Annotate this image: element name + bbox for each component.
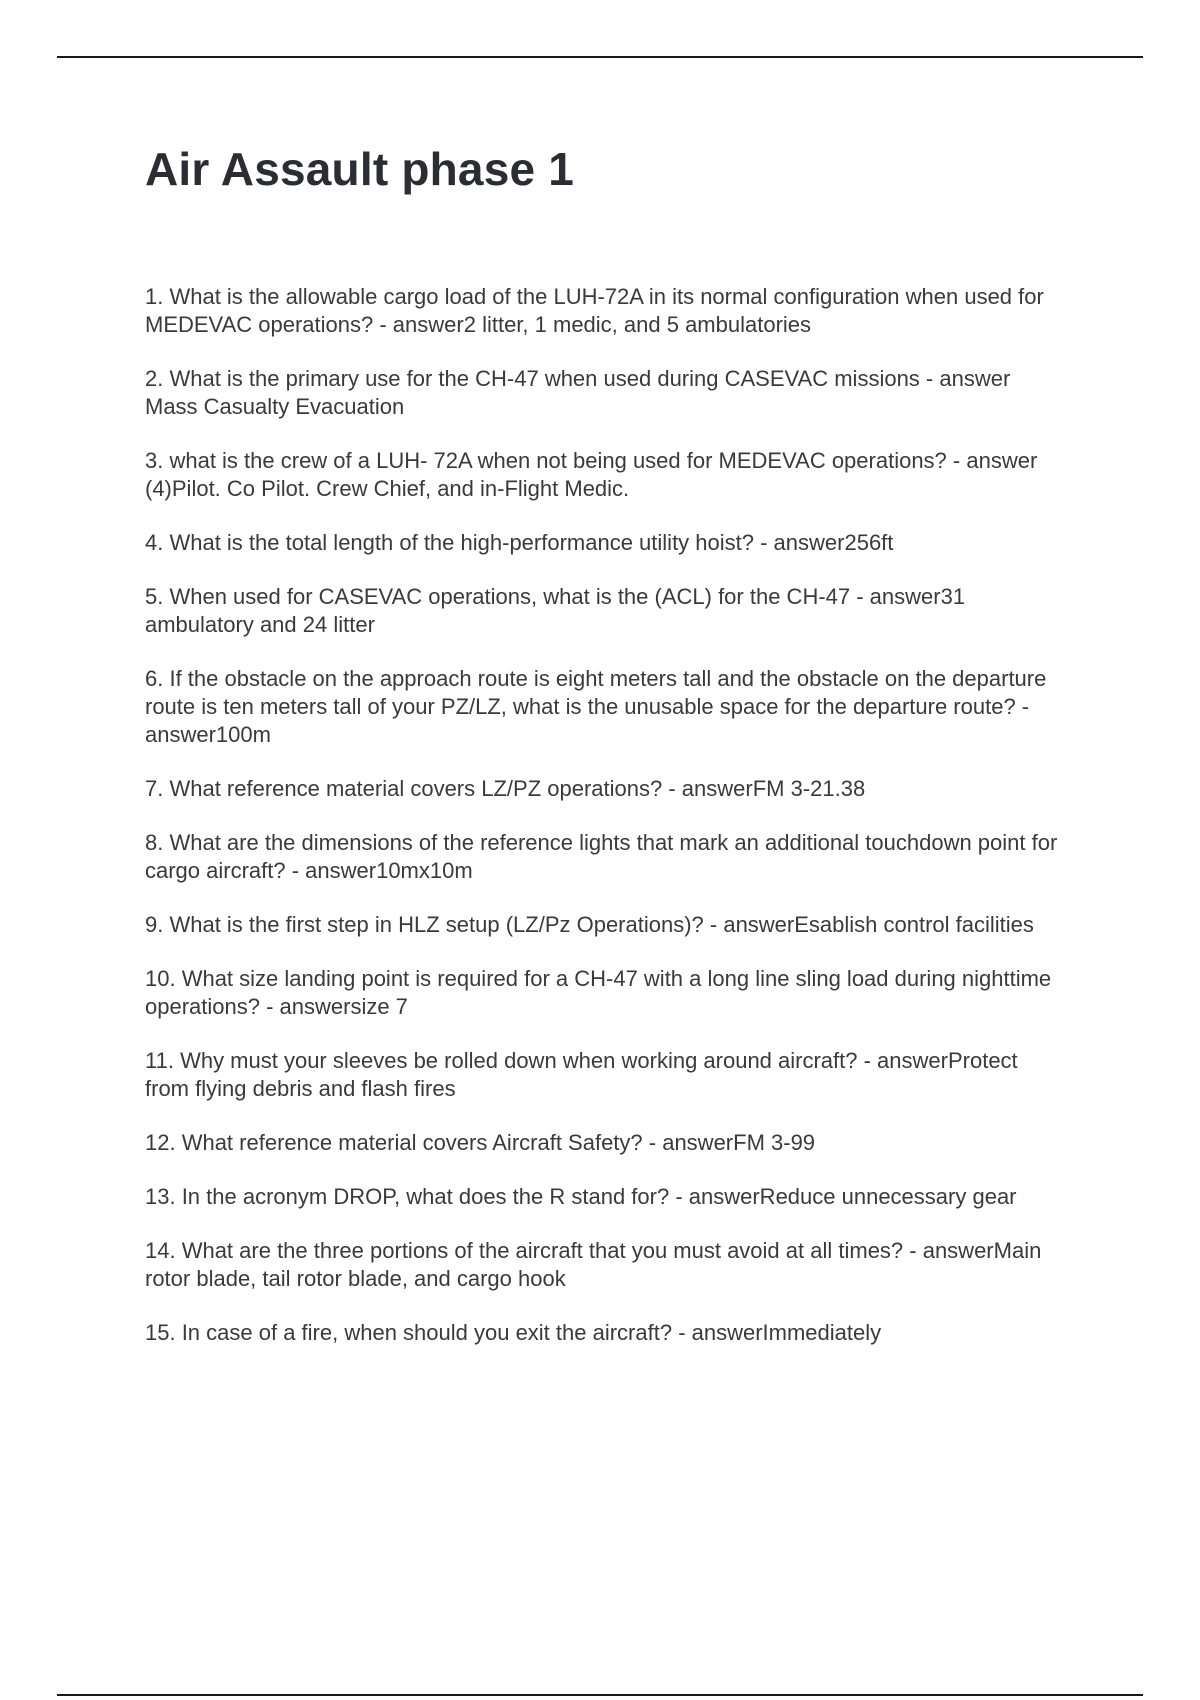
qa-item-13: 13. In the acronym DROP, what does the R stand for? - answerReduce unnecessary gear — [145, 1184, 1017, 1209]
qa-item-14: 14. What are the three portions of the aircraft that you must avoid at all times? - answerMain rotor blade, tail rotor blade, and cargo hook — [145, 1238, 1042, 1291]
question-answer-list — [145, 283, 1065, 1373]
qa-item-9: 9. What is the first step in HLZ setup (LZ/Pz Operations)? - answerEsablish control facilities — [145, 912, 1034, 937]
bottom-rule — [57, 1694, 1143, 1696]
qa-item-3: 3. what is the crew of a LUH- 72A when not being used for MEDEVAC operations? - answer (4)Pilot. Co Pilot. Crew Chief, and in-Flight Medic. — [145, 448, 1038, 501]
qa-item-15: 15. In case of a fire, when should you exit the aircraft? - answerImmediately — [145, 1320, 882, 1345]
qa-item-10: 10. What size landing point is required for a CH-47 with a long line sling load during nighttime operations? - answersize 7 — [145, 966, 1052, 1019]
qa-item-11: 11. Why must your sleeves be rolled down when working around aircraft? - answerProtect from flying debris and flash fires — [145, 1048, 1018, 1101]
qa-item-1: 1. What is the allowable cargo load of the LUH-72A in its normal configuration when used for MEDEVAC operations? - answer2 litter, 1 medic, and 5 ambulatories — [145, 284, 1044, 337]
top-rule — [57, 56, 1143, 58]
qa-item-2: 2. What is the primary use for the CH-47 when used during CASEVAC missions - answer Mass Casualty Evacuation — [145, 366, 1011, 419]
page-title: Air Assault phase 1 — [145, 143, 575, 195]
qa-item-7: 7. What reference material covers LZ/PZ operations? - answerFM 3-21.38 — [145, 776, 866, 801]
qa-item-6: 6. If the obstacle on the approach route is eight meters tall and the obstacle on the departure route is ten meters tall of your PZ/LZ, what is the unusable space for the departure route? - answer100m — [145, 666, 1047, 747]
qa-item-12: 12. What reference material covers Aircraft Safety? - answerFM 3-99 — [145, 1130, 816, 1155]
qa-item-8: 8. What are the dimensions of the reference lights that mark an additional touchdown point for cargo aircraft? - answer10mx10m — [145, 830, 1058, 883]
qa-item-4: 4. What is the total length of the high-performance utility hoist? - answer256ft — [145, 530, 894, 555]
qa-item-5: 5. When used for CASEVAC operations, what is the (ACL) for the CH-47 - answer31 ambulatory and 24 litter — [145, 584, 966, 637]
